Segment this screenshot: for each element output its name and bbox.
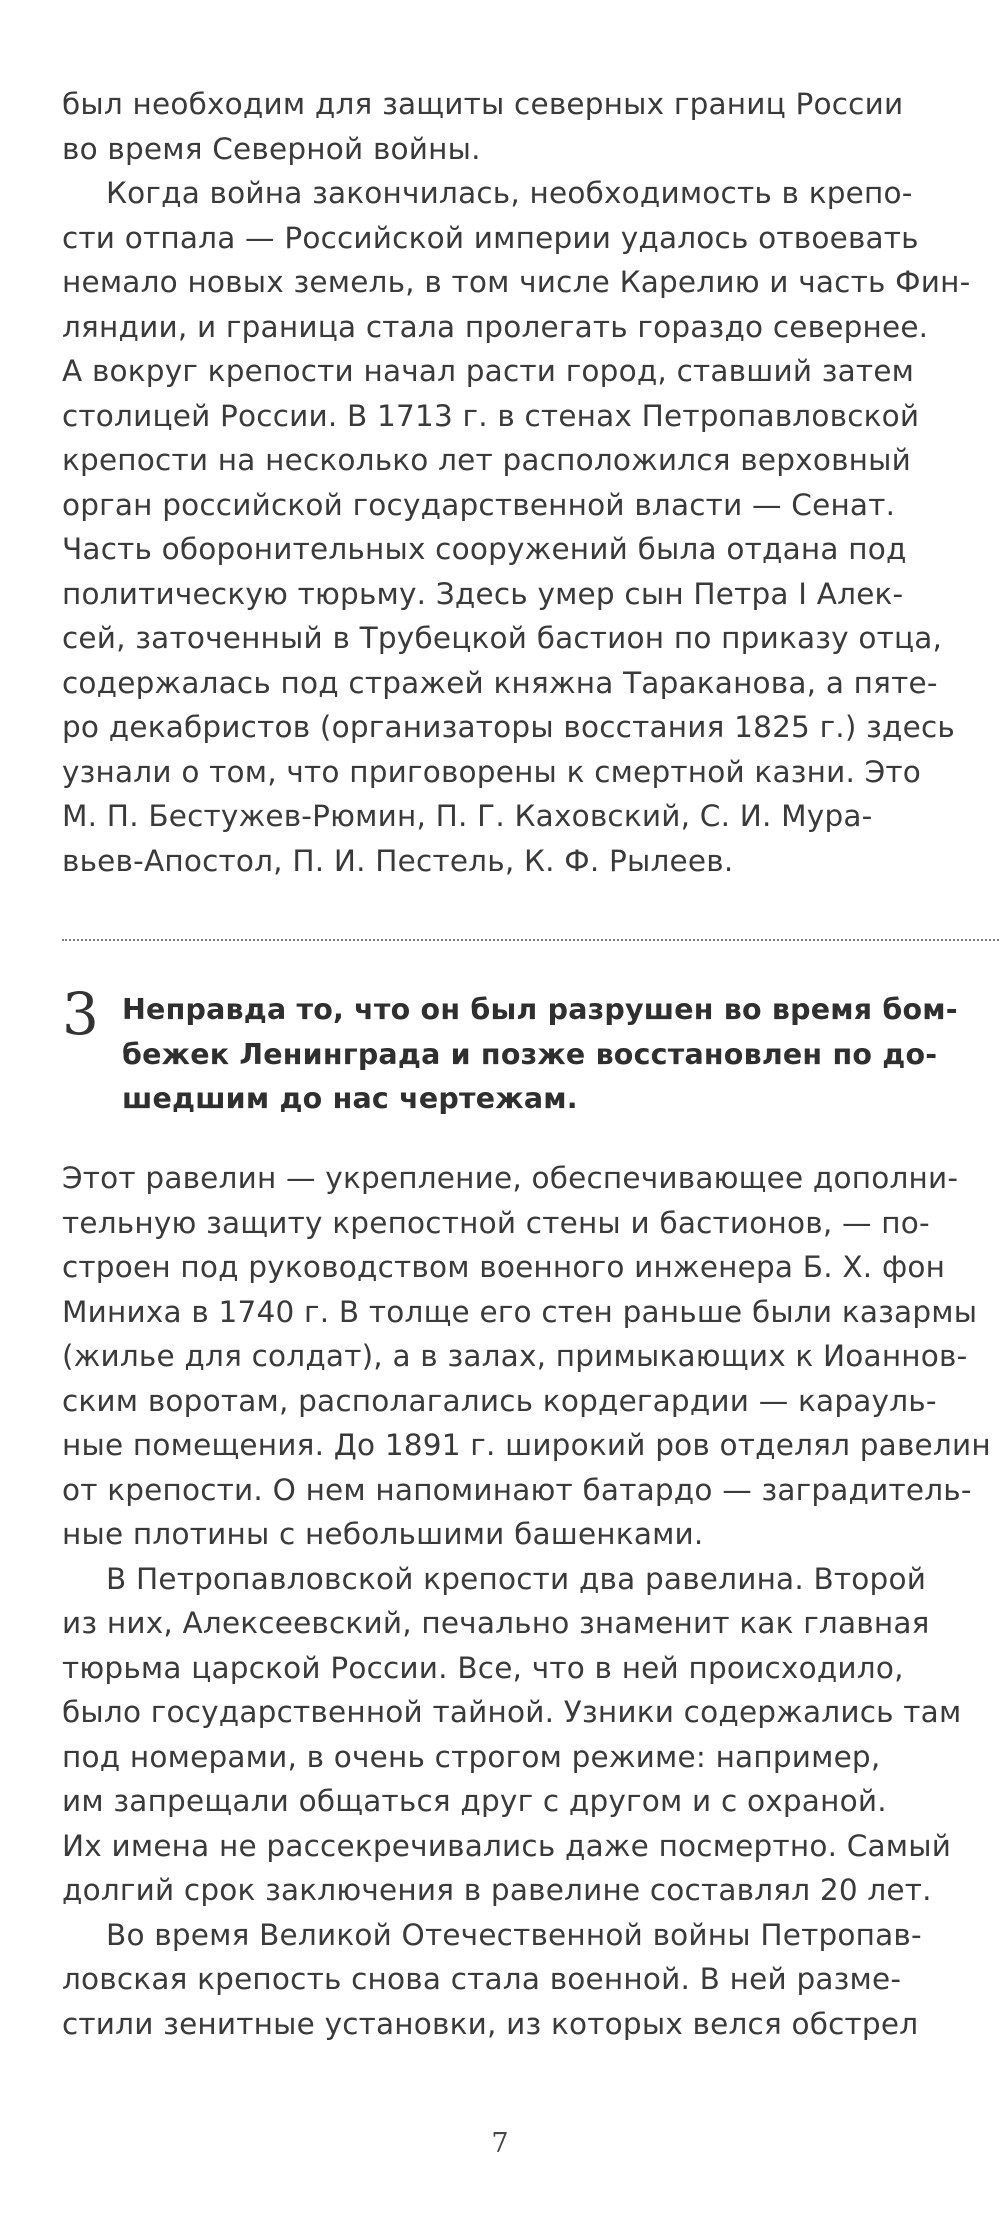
text-line: было государственной тайной. Узники содержались там	[62, 1695, 962, 1729]
text-line: от крепости. О нем напоминают батардо — заградитель-	[62, 1472, 972, 1507]
text-line: строен под руководством военного инженера Б. Х. фон	[62, 1250, 946, 1284]
text-line: тюрьма царской России. Все, что в ней происходило,	[62, 1650, 904, 1685]
dotted-divider	[62, 939, 1000, 941]
text-line: ные плотины с небольшими башенками.	[62, 1517, 704, 1551]
answer-text-block	[62, 1156, 991, 2046]
text-line: Миниха в 1740 г. В толще его стен раньше были казармы	[62, 1294, 978, 1329]
text-line: ловская крепость снова стала военной. В ней разме-	[62, 1962, 902, 1996]
text-line: стили зенитные установки, из которых велся обстрел	[62, 2006, 919, 2041]
text-line: из них, Алексеевский, печально знаменит как главная	[62, 1606, 930, 1640]
text-line: Этот равелин — укрепление, обеспечивающее дополни-	[62, 1161, 959, 1195]
paragraph-start-line: Когда война закончилась, необходимость в крепо-	[106, 176, 913, 210]
text-line: во время Северной войны.	[62, 131, 481, 166]
question-heading	[122, 988, 958, 1122]
text-line: вьев-Апостол, П. И. Пестель, К. Ф. Рылеев.	[62, 843, 734, 878]
text-line: Часть оборонительных сооружений была отдана под	[62, 532, 907, 566]
text-line: (жилье для солдат), а в залах, примыкающих к Иоаннов-	[62, 1339, 968, 1373]
text-line: Их имена не рассекречивались даже посмертно. Самый	[62, 1828, 952, 1863]
text-line: ляндии, и граница стала пролегать гораздо севернее.	[62, 309, 929, 344]
top-text-block	[62, 82, 971, 883]
text-line: политическую тюрьму. Здесь умер сын Петра I Алек-	[62, 576, 904, 611]
text-line: ные помещения. До 1891 г. широкий ров отделял равелин	[62, 1428, 991, 1462]
text-line: под номерами, в очень строгом режиме: например,	[62, 1739, 881, 1774]
text-line: им запрещали общаться друг с другом и с охраной.	[62, 1784, 887, 1818]
text-line: был необходим для защиты северных границ России	[62, 87, 904, 121]
paragraph-start-line: В Петропавловской крепости два равелина. Второй	[106, 1561, 927, 1596]
text-line: содержалась под стражей княжна Тараканова, а пяте-	[62, 665, 938, 700]
page-number: 7	[491, 2128, 509, 2159]
text-line: орган российской государственной власти — Сенат.	[62, 487, 896, 522]
text-line: немало новых земель, в том числе Карелию и часть Фин-	[62, 265, 971, 299]
paragraph-start-line: Во время Великой Отечественной войны Петропав-	[106, 1917, 922, 1952]
text-line: тельную защиту крепостной стены и бастионов, — по-	[62, 1205, 930, 1240]
text-line: А вокруг крепости начал расти город, ставший затем	[62, 354, 915, 388]
text-line: долгий срок заключения в равелине составлял 20 лет.	[62, 1873, 932, 1907]
text-line: ским воротам, располагались кордегардии — карауль-	[62, 1383, 937, 1418]
text-line: ро декабристов (организаторы восстания 1825 г.) здесь	[62, 710, 955, 744]
text-line: узнали о том, что приговорены к смертной казни. Это	[62, 754, 922, 789]
text-line: сти отпала — Российской империи удалось отвоевать	[62, 220, 919, 255]
text-line: М. П. Бестужев-Рюмин, П. Г. Каховский, С. И. Мура-	[62, 799, 873, 833]
question-line: шедшим до нас чертежам.	[122, 1082, 578, 1115]
question-line: Неправда то, что он был разрушен во время бом-	[122, 993, 958, 1026]
question-number: 3	[62, 980, 99, 1048]
question-line: бежек Ленинграда и позже восстановлен по до-	[122, 1037, 938, 1071]
text-line: сей, заточенный в Трубецкой бастион по приказу отца,	[62, 621, 943, 655]
text-line: столицей России. В 1713 г. в стенах Петропавловской	[62, 398, 920, 433]
text-line: крепости на несколько лет расположился верховный	[62, 443, 912, 477]
